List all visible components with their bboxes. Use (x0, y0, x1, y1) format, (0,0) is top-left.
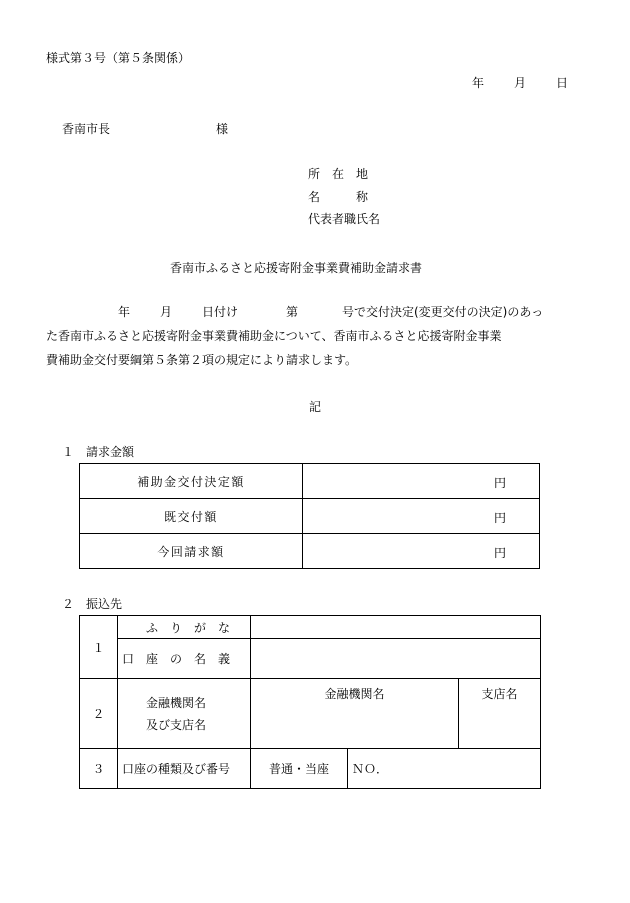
body-dai: 第 (286, 305, 299, 319)
body-line2: た香南市ふるさと応援寄附金事業費補助金について、香南市ふるさと応援寄附金事業 (46, 329, 502, 343)
yen-unit: 円 (494, 476, 507, 490)
branch-name-field[interactable] (458, 679, 540, 749)
document-title: 香南市ふるさと応援寄附金事業費補助金請求書 (170, 261, 423, 275)
body-day-suffix: 日付け (202, 305, 239, 319)
row-number: ２ (80, 679, 118, 749)
body-month: 月 (160, 305, 173, 319)
date-month-label: 月 (514, 76, 527, 90)
body-line3: 費補助金交付要綱第５条第２項の規定により請求します。 (46, 353, 358, 367)
row-number: ３ (80, 749, 118, 789)
claim-row-label: 既交付額 (80, 499, 303, 534)
account-type-options[interactable]: 普通・当座 (251, 749, 348, 789)
bank-name-header: 金融機関名 (324, 687, 385, 701)
table-row (80, 639, 541, 679)
addressee-honorific: 様 (216, 122, 229, 136)
bank-branch-label-line2: 及び支店名 (146, 717, 207, 732)
yen-unit: 円 (494, 511, 507, 525)
account-number-label: ＮＯ． (352, 762, 389, 776)
account-name-field[interactable] (251, 639, 541, 679)
account-name-label: 口 座 の 名 義 (118, 639, 251, 679)
claim-amount-table (79, 463, 540, 569)
bank-branch-label (118, 679, 251, 749)
form-number: 様式第３号（第５条関係） (46, 51, 191, 65)
applicant-address-label: 所 在 地 (308, 167, 369, 181)
addressee-name: 香南市長 (62, 122, 111, 136)
claim-row-label: 補助金交付決定額 (80, 464, 303, 499)
table-row (80, 464, 540, 499)
claim-row-value[interactable] (303, 464, 540, 499)
applicant-representative-label: 代表者職氏名 (308, 212, 381, 226)
date-year-label: 年 (472, 76, 485, 90)
table-row (80, 499, 540, 534)
date-day-label: 日 (556, 76, 569, 90)
yen-unit: 円 (494, 546, 507, 560)
section1-heading: １ 請求金額 (62, 445, 135, 459)
section2-heading: ２ 振込先 (62, 597, 123, 611)
ki-label: 記 (309, 400, 322, 414)
account-type-label: 口座の種類及び番号 (118, 749, 251, 789)
body-year: 年 (118, 305, 131, 319)
claim-row-label: 今回請求額 (80, 534, 303, 569)
bank-name-field[interactable] (251, 679, 459, 749)
furigana-field[interactable] (251, 616, 541, 639)
table-row (80, 749, 541, 789)
table-row (80, 679, 541, 749)
furigana-label: ふ り が な (118, 616, 251, 639)
branch-name-header: 支店名 (481, 687, 518, 701)
account-number-field[interactable] (348, 749, 541, 789)
claim-row-value[interactable] (303, 499, 540, 534)
claim-row-value[interactable] (303, 534, 540, 569)
row-number: １ (80, 616, 118, 679)
table-row (80, 534, 540, 569)
applicant-name-label: 名 称 (308, 190, 369, 204)
table-row (80, 616, 541, 639)
body-line1-rest: 号で交付決定(変更交付の決定)のあっ (342, 305, 544, 319)
transfer-destination-table (79, 615, 541, 789)
bank-branch-label-line1: 金融機関名 (146, 695, 207, 710)
